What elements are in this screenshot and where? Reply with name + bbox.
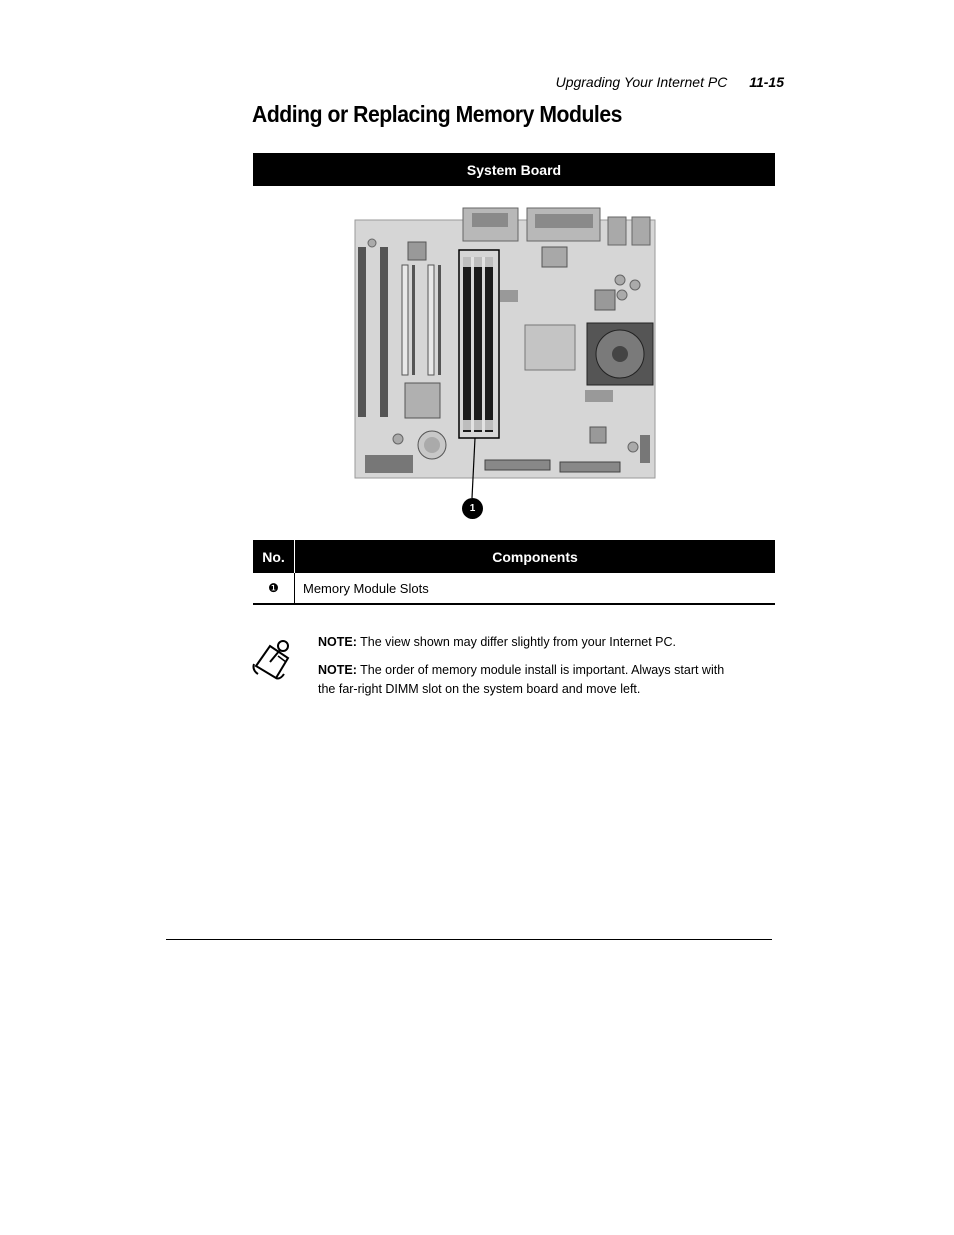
table-header-row (253, 540, 775, 573)
callout-badge-1: 1 (462, 498, 483, 519)
column-header-components: Components (295, 540, 776, 573)
note-text: The order of memory module install is important. Always start with the far-right DIMM slot on the system board and move left. (318, 663, 725, 696)
page-number: 11-15 (749, 74, 784, 90)
note-text: The view shown may differ slightly from your Internet PC. (360, 635, 677, 649)
note-label: NOTE: (318, 635, 357, 649)
system-board-illustration (350, 205, 692, 520)
note-item (318, 661, 738, 699)
component-name: Memory Module Slots (295, 573, 776, 604)
table-row (253, 573, 775, 604)
note-item (318, 633, 738, 652)
row-number: ❶ (253, 573, 295, 604)
components-table (253, 540, 775, 605)
note-label: NOTE: (318, 663, 357, 677)
running-header (556, 74, 784, 90)
footer-rule (166, 939, 772, 940)
column-header-no: No. (253, 540, 295, 573)
running-title: Upgrading Your Internet PC (555, 74, 728, 90)
page-title: Adding or Replacing Memory Modules (252, 101, 622, 127)
note-pencil-icon (250, 636, 296, 682)
notes-block (318, 633, 738, 708)
figure-banner: System Board (253, 153, 775, 186)
